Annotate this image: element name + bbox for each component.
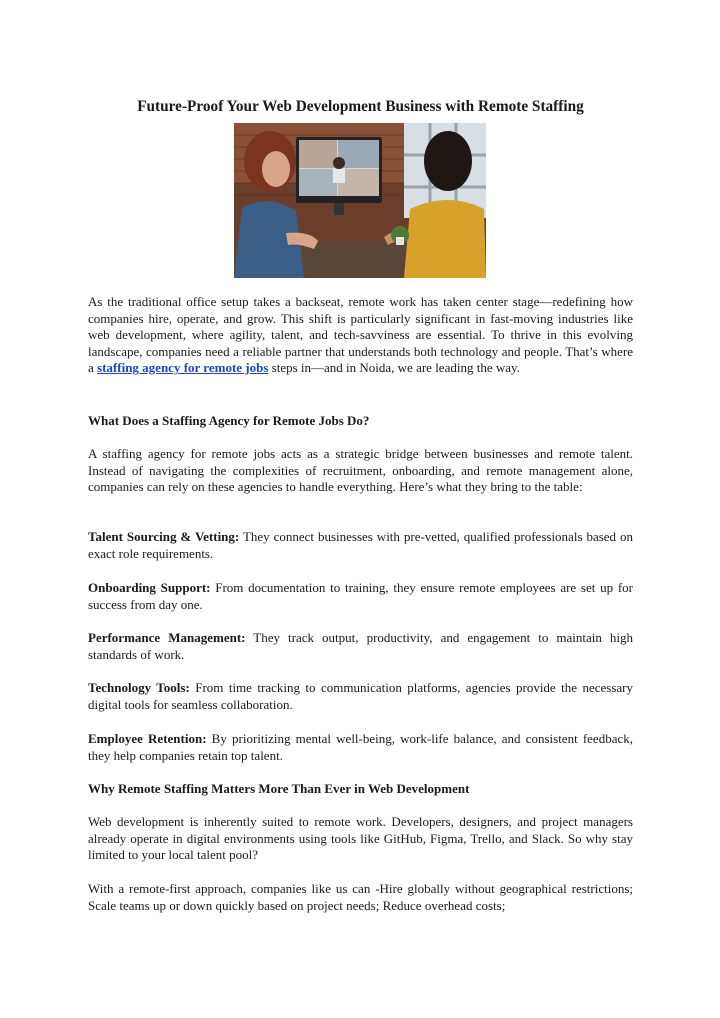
item-label: Talent Sourcing & Vetting: [88,529,240,544]
document-title: Future-Proof Your Web Development Business with Remote Staffing [137,98,584,116]
intro-paragraph [88,294,633,377]
item-text: They connect businesses with pre-vetted, qualified professionals based on exact role requirements. [88,529,633,561]
item-label: Onboarding Support: [88,580,211,595]
list-item-onboarding-support [88,580,633,613]
item-text: From documentation to training, they ensure remote employees are set up for success from day one. [88,580,633,612]
intro-text-end: steps in—and in Noida, we are leading the way. [268,360,520,376]
list-item-employee-retention [88,731,633,764]
item-text: By prioritizing mental well-being, work-life balance, and consistent feedback, they help companies retain top talent. [88,731,633,763]
office-video-call-photo-icon [234,123,486,278]
section1-paragraph: A staffing agency for remote jobs acts as a strategic bridge between businesses and remote talent. Instead of navigating the complexities of recruitment, onboarding, and remote management alone, companies can rely on these agencies to handle everything. Here’s what they bring to the table: [88,446,633,495]
list-item-talent-sourcing [88,529,633,562]
intro-text-start: As the traditional office setup takes a backseat, remote work has taken center stage—redefining how companies hire, operate, and grow. This shift is particularly significant in fast-moving industries like web development, where agility, talent, and tech-savviness are essential. To thrive in this evolving landscape, companies need a reliable partner that understands both technology and people. That’s where a [88,294,633,376]
list-item-performance-management [88,630,633,663]
section-heading-what-does: What Does a Staffing Agency for Remote Jobs Do? [88,413,370,428]
item-label: Performance Management: [88,630,246,645]
item-label: Technology Tools: [88,680,190,695]
section-heading-why-remote: Why Remote Staffing Matters More Than Ever in Web Development [88,781,470,796]
section2-paragraph-2: With a remote-first approach, companies like us can -Hire globally without geographical restrictions; Scale teams up or down quickly based on project needs; Reduce overhead costs; [88,881,633,913]
item-label: Employee Retention: [88,731,207,746]
item-text: They track output, productivity, and engagement to maintain high standards of work. [88,630,634,662]
list-item-technology-tools [88,680,633,713]
item-text: From time tracking to communication platforms, agencies provide the necessary digital tools for seamless collaboration. [88,680,633,712]
staffing-agency-link[interactable]: staffing agency for remote jobs [97,360,269,376]
section2-paragraph-1: Web development is inherently suited to remote work. Developers, designers, and project managers already operate in digital environments using tools like GitHub, Figma, Trello, and Slack. So why stay limited to your local talent pool? [88,814,633,863]
